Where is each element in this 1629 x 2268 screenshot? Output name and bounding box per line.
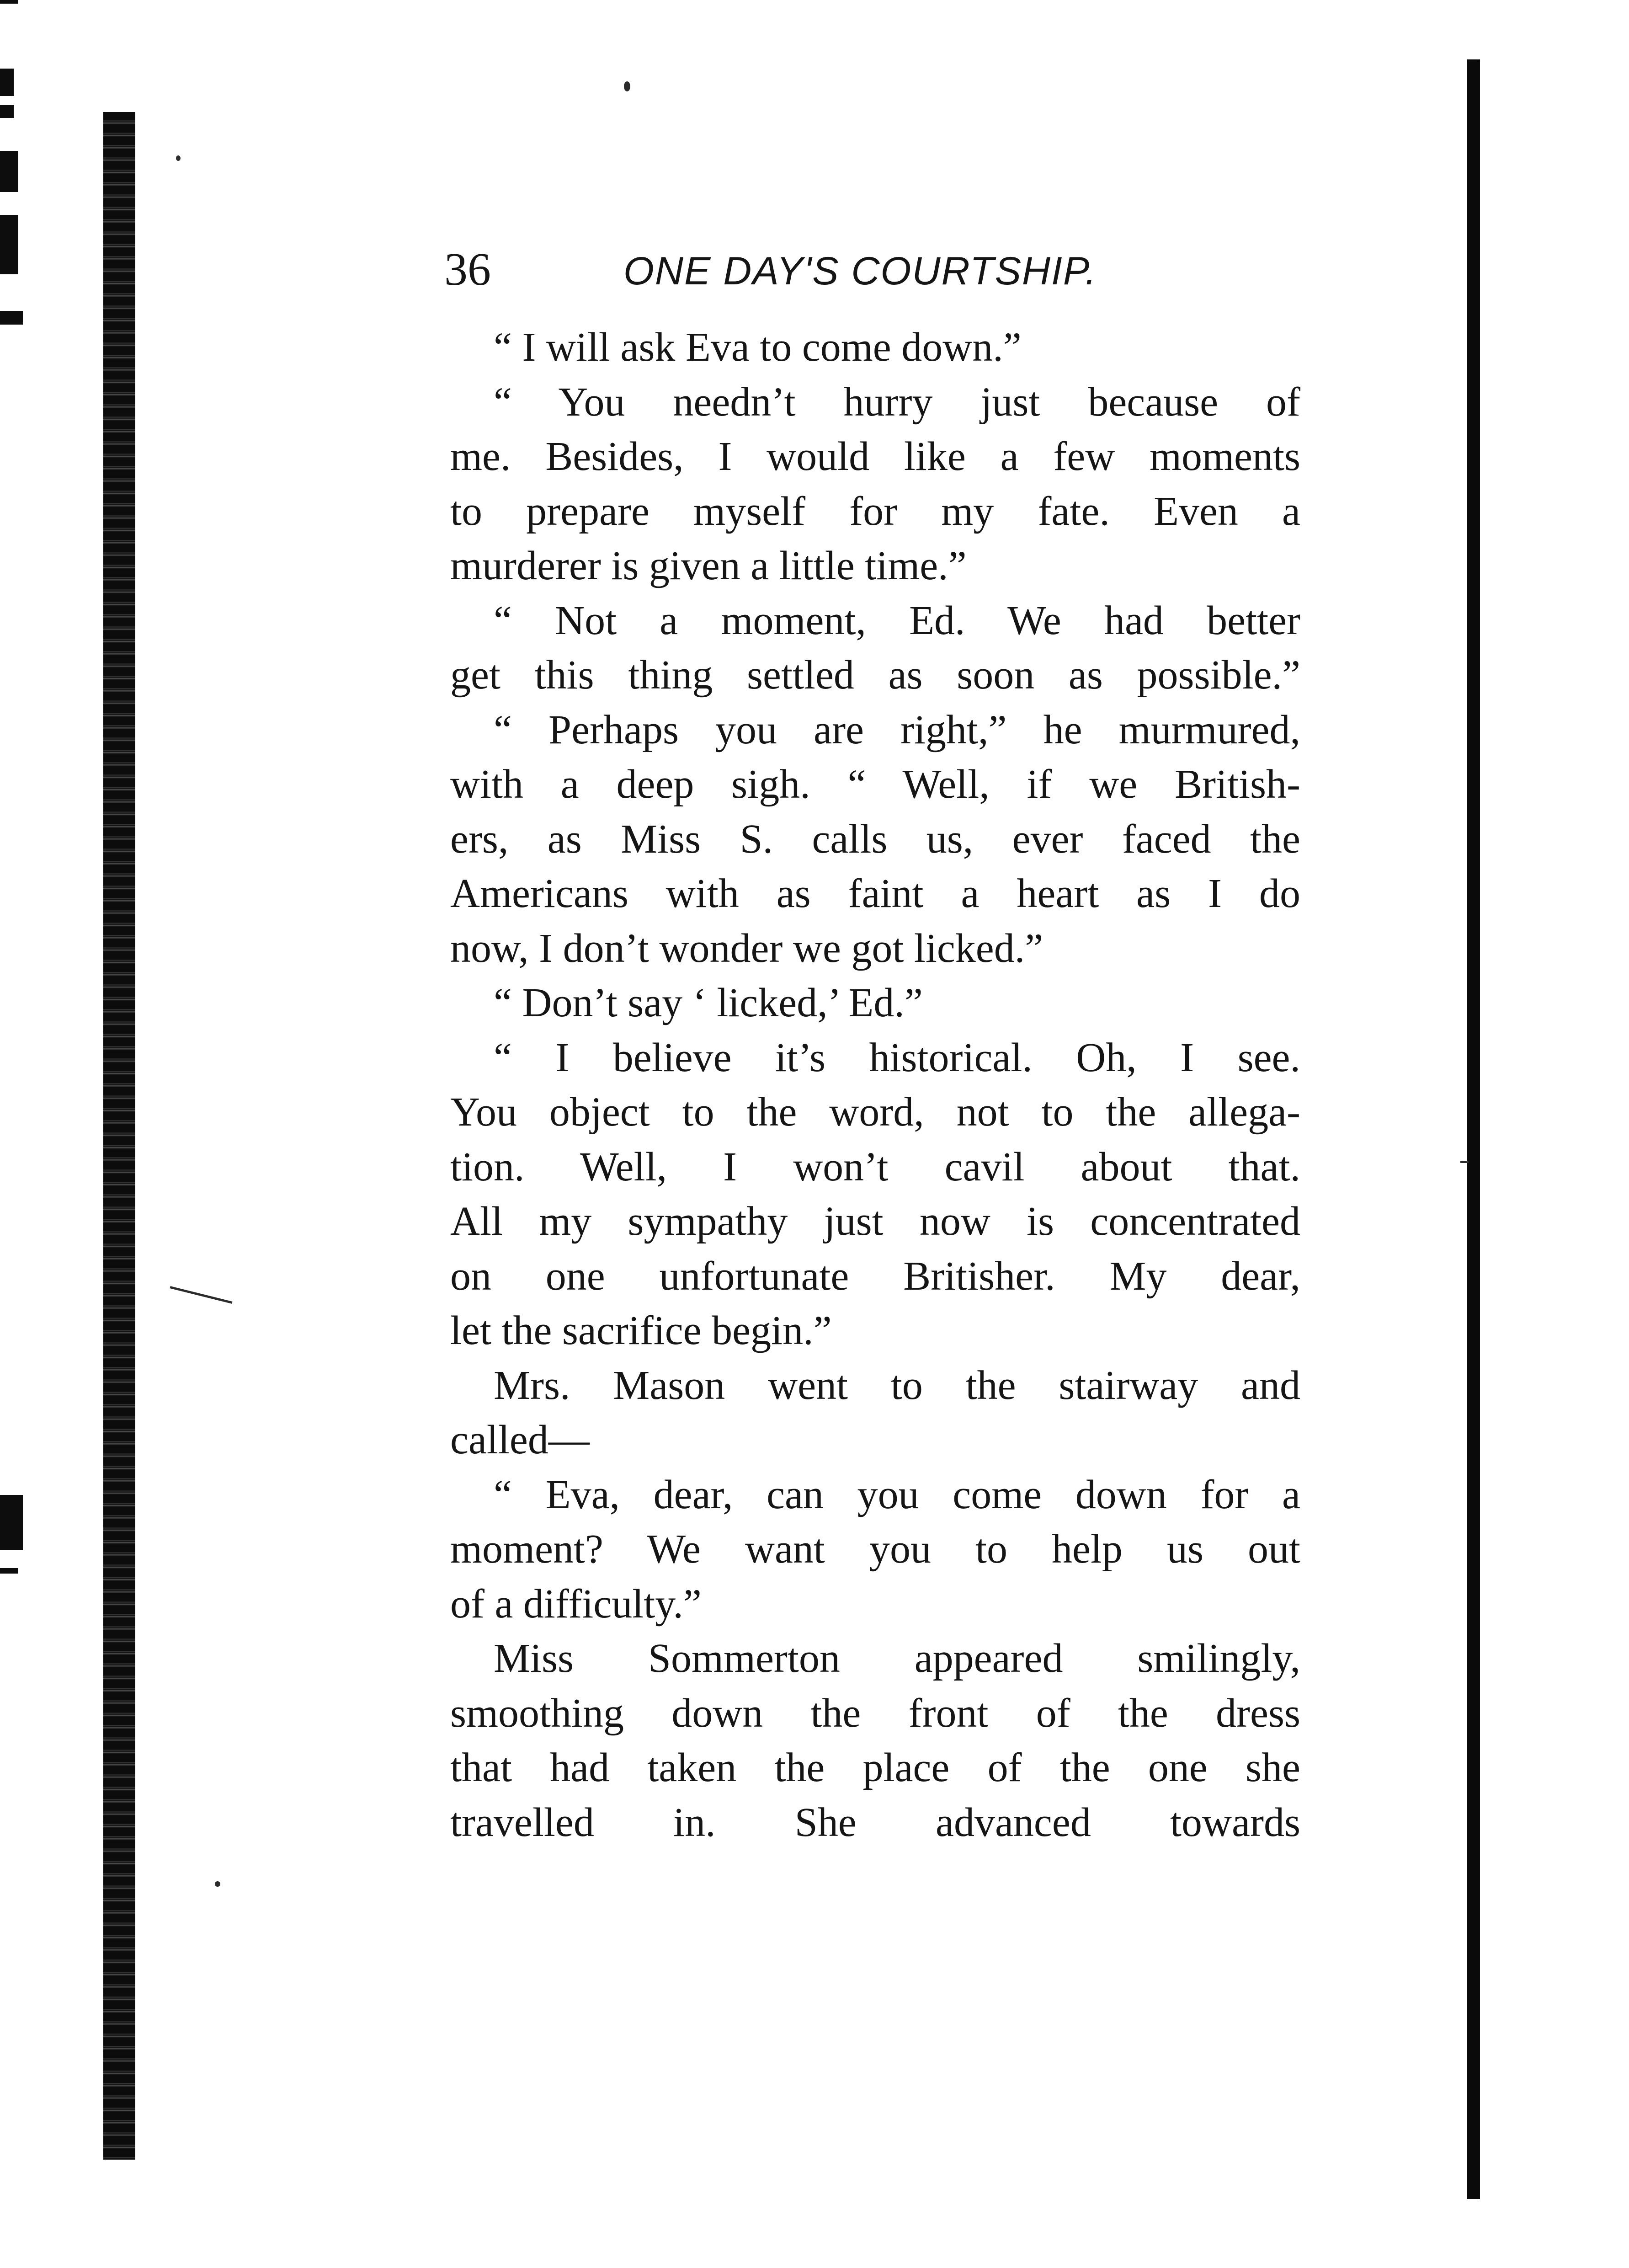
- text-line: “ I believe it’s historical. Oh, I see.: [494, 1035, 1300, 1080]
- page-header: [444, 238, 1313, 302]
- text-line: “ Eva, dear, can you come down for a: [494, 1472, 1300, 1517]
- text-line: Mrs. Mason went to the stairway and: [494, 1362, 1300, 1408]
- text-line: get this thing settled as soon as possible.”: [450, 652, 1300, 698]
- running-title: ONE DAY'S COURTSHIP.: [623, 249, 1097, 293]
- text-line: “ Perhaps you are right,” he murmured,: [494, 707, 1300, 752]
- text-line: “ You needn’t hurry just because of: [494, 379, 1300, 425]
- text-line: tion. Well, I won’t cavil about that.: [450, 1144, 1300, 1190]
- text-line: let the sacrifice begin.”: [450, 1308, 832, 1353]
- text-line: All my sympathy just now is concentrated: [450, 1199, 1300, 1244]
- text-line: smoothing down the front of the dress: [450, 1690, 1300, 1736]
- scan-binding-shadow-left: [103, 112, 135, 2160]
- text-line: moment? We want you to help us out: [450, 1526, 1300, 1572]
- page-number: 36: [444, 244, 491, 295]
- scan-dust-speck: [624, 81, 630, 91]
- text-line: of a difficulty.”: [450, 1581, 702, 1627]
- text-line: to prepare myself for my fate. Even a: [450, 488, 1300, 534]
- text-line: now, I don’t wonder we got licked.”: [450, 925, 1043, 971]
- scan-dust-speck: [1460, 1161, 1469, 1163]
- text-line: that had taken the place of the one she: [450, 1745, 1300, 1790]
- text-line: “ Don’t say ‘ licked,’ Ed.”: [494, 980, 923, 1025]
- scan-page-edge-right: [1467, 59, 1480, 2199]
- scan-dust-speck: [170, 1286, 232, 1304]
- text-line: me. Besides, I would like a few moments: [450, 434, 1300, 479]
- body-text: [450, 320, 1300, 1850]
- text-line: Americans with as faint a heart as I do: [450, 871, 1300, 916]
- text-line: You object to the word, not to the allega-: [450, 1089, 1300, 1135]
- text-line: “ I will ask Eva to come down.”: [494, 325, 1022, 370]
- text-line: called—: [450, 1417, 590, 1462]
- text-line: with a deep sigh. “ Well, if we British-: [450, 762, 1300, 807]
- scan-dust-speck: [215, 1881, 220, 1887]
- text-line: murderer is given a little time.”: [450, 543, 967, 588]
- text-line: on one unfortunate Britisher. My dear,: [450, 1253, 1300, 1299]
- scan-edge-ticks: [0, 0, 27, 1600]
- text-line: ers, as Miss S. calls us, ever faced the: [450, 816, 1300, 862]
- text-line: travelled in. She advanced towards: [450, 1799, 1300, 1845]
- text-line: Miss Sommerton appeared smilingly,: [494, 1636, 1300, 1681]
- scan-dust-speck: [176, 155, 181, 161]
- text-line: “ Not a moment, Ed. We had better: [494, 598, 1300, 643]
